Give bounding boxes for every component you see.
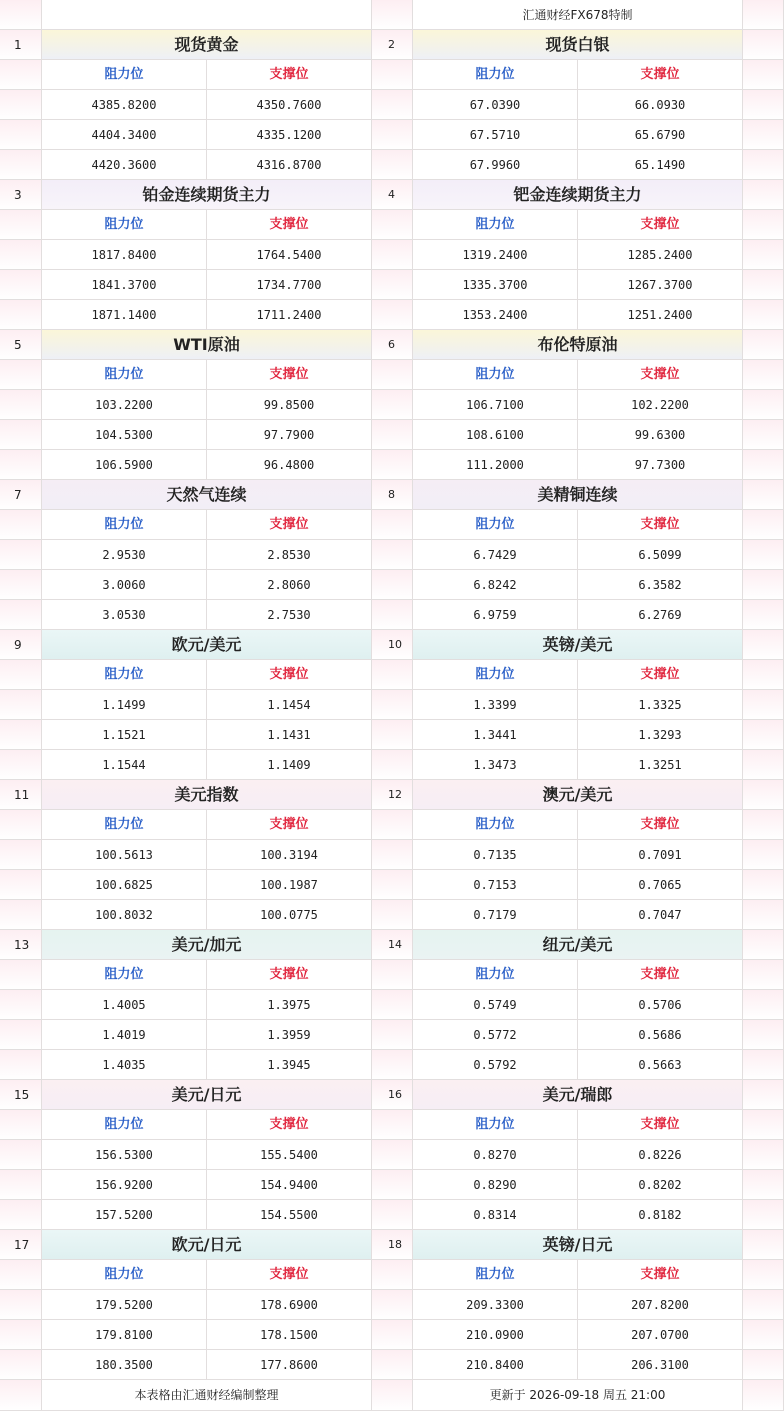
support-label: 支撑位 bbox=[578, 360, 743, 390]
level-value-row bbox=[0, 150, 784, 180]
resistance-label: 阻力位 bbox=[42, 1110, 207, 1140]
resistance-value: 0.5772 bbox=[413, 1020, 578, 1050]
support-value: 1711.2400 bbox=[207, 300, 372, 330]
instrument-name: 澳元/美元 bbox=[413, 780, 743, 810]
support-value: 206.3100 bbox=[578, 1350, 743, 1380]
level-value-row bbox=[0, 1170, 784, 1200]
resistance-label: 阻力位 bbox=[413, 210, 578, 240]
instrument-name: 钯金连续期货主力 bbox=[413, 180, 743, 210]
resistance-label: 阻力位 bbox=[413, 1110, 578, 1140]
support-label: 支撑位 bbox=[578, 1110, 743, 1140]
support-value: 65.1490 bbox=[578, 150, 743, 180]
instrument-name: 欧元/美元 bbox=[42, 630, 372, 660]
resistance-label: 阻力位 bbox=[413, 1260, 578, 1290]
support-value: 2.8530 bbox=[207, 540, 372, 570]
level-label-row bbox=[0, 660, 784, 690]
resistance-label: 阻力位 bbox=[413, 960, 578, 990]
resistance-value: 1871.1400 bbox=[42, 300, 207, 330]
resistance-value: 179.8100 bbox=[42, 1320, 207, 1350]
instrument-number: 8 bbox=[372, 480, 413, 510]
resistance-value: 0.7135 bbox=[413, 840, 578, 870]
instrument-number: 11 bbox=[0, 780, 42, 810]
level-value-row bbox=[0, 540, 784, 570]
support-label: 支撑位 bbox=[578, 960, 743, 990]
level-value-row bbox=[0, 750, 784, 780]
support-value: 2.7530 bbox=[207, 600, 372, 630]
instrument-name: 天然气连续 bbox=[42, 480, 372, 510]
support-value: 0.7065 bbox=[578, 870, 743, 900]
support-label: 支撑位 bbox=[207, 660, 372, 690]
resistance-value: 108.6100 bbox=[413, 420, 578, 450]
support-value: 155.5400 bbox=[207, 1140, 372, 1170]
level-value-row bbox=[0, 1290, 784, 1320]
instrument-name: 纽元/美元 bbox=[413, 930, 743, 960]
resistance-label: 阻力位 bbox=[413, 810, 578, 840]
resistance-value: 100.8032 bbox=[42, 900, 207, 930]
level-value-row bbox=[0, 690, 784, 720]
support-value: 178.6900 bbox=[207, 1290, 372, 1320]
level-label-row bbox=[0, 60, 784, 90]
support-label: 支撑位 bbox=[207, 1260, 372, 1290]
resistance-value: 0.5792 bbox=[413, 1050, 578, 1080]
resistance-value: 1.4019 bbox=[42, 1020, 207, 1050]
support-value: 0.8226 bbox=[578, 1140, 743, 1170]
resistance-value: 157.5200 bbox=[42, 1200, 207, 1230]
support-value: 1764.5400 bbox=[207, 240, 372, 270]
support-value: 6.5099 bbox=[578, 540, 743, 570]
level-value-row bbox=[0, 1140, 784, 1170]
resistance-value: 156.5300 bbox=[42, 1140, 207, 1170]
instrument-number: 9 bbox=[0, 630, 42, 660]
instrument-name: 英镑/美元 bbox=[413, 630, 743, 660]
support-label: 支撑位 bbox=[207, 810, 372, 840]
support-value: 100.3194 bbox=[207, 840, 372, 870]
support-value: 100.0775 bbox=[207, 900, 372, 930]
level-value-row bbox=[0, 420, 784, 450]
instrument-number: 4 bbox=[372, 180, 413, 210]
support-value: 1251.2400 bbox=[578, 300, 743, 330]
resistance-value: 179.5200 bbox=[42, 1290, 207, 1320]
instrument-name: 现货黄金 bbox=[42, 30, 372, 60]
instrument-number: 3 bbox=[0, 180, 42, 210]
resistance-value: 1.3441 bbox=[413, 720, 578, 750]
level-value-row bbox=[0, 570, 784, 600]
support-value: 4316.8700 bbox=[207, 150, 372, 180]
resistance-value: 210.0900 bbox=[413, 1320, 578, 1350]
resistance-label: 阻力位 bbox=[413, 660, 578, 690]
support-value: 1.3945 bbox=[207, 1050, 372, 1080]
instrument-name: 美元指数 bbox=[42, 780, 372, 810]
resistance-value: 6.8242 bbox=[413, 570, 578, 600]
level-label-row bbox=[0, 1110, 784, 1140]
resistance-value: 1.1544 bbox=[42, 750, 207, 780]
support-label: 支撑位 bbox=[578, 510, 743, 540]
support-value: 177.8600 bbox=[207, 1350, 372, 1380]
support-value: 65.6790 bbox=[578, 120, 743, 150]
instrument-name: 布伦特原油 bbox=[413, 330, 743, 360]
resistance-value: 1.4005 bbox=[42, 990, 207, 1020]
level-label-row bbox=[0, 210, 784, 240]
instrument-name: 现货白银 bbox=[413, 30, 743, 60]
table-header-row bbox=[0, 0, 784, 30]
resistance-value: 1841.3700 bbox=[42, 270, 207, 300]
support-value: 1.1409 bbox=[207, 750, 372, 780]
support-value: 99.6300 bbox=[578, 420, 743, 450]
level-value-row bbox=[0, 1050, 784, 1080]
resistance-value: 1319.2400 bbox=[413, 240, 578, 270]
support-label: 支撑位 bbox=[578, 660, 743, 690]
level-value-row bbox=[0, 270, 784, 300]
support-value: 99.8500 bbox=[207, 390, 372, 420]
resistance-value: 1335.3700 bbox=[413, 270, 578, 300]
level-value-row bbox=[0, 720, 784, 750]
instrument-number: 5 bbox=[0, 330, 42, 360]
resistance-value: 104.5300 bbox=[42, 420, 207, 450]
level-value-row bbox=[0, 1200, 784, 1230]
support-label: 支撑位 bbox=[207, 510, 372, 540]
instrument-title-row bbox=[0, 930, 784, 960]
resistance-value: 111.2000 bbox=[413, 450, 578, 480]
support-value: 1734.7700 bbox=[207, 270, 372, 300]
level-value-row bbox=[0, 1020, 784, 1050]
level-value-row bbox=[0, 900, 784, 930]
instrument-number: 7 bbox=[0, 480, 42, 510]
support-value: 97.7900 bbox=[207, 420, 372, 450]
resistance-value: 6.9759 bbox=[413, 600, 578, 630]
resistance-value: 103.2200 bbox=[42, 390, 207, 420]
resistance-value: 180.3500 bbox=[42, 1350, 207, 1380]
support-value: 2.8060 bbox=[207, 570, 372, 600]
resistance-label: 阻力位 bbox=[42, 360, 207, 390]
instrument-number: 16 bbox=[372, 1080, 413, 1110]
level-label-row bbox=[0, 1260, 784, 1290]
support-label: 支撑位 bbox=[578, 810, 743, 840]
resistance-value: 0.5749 bbox=[413, 990, 578, 1020]
resistance-value: 1.4035 bbox=[42, 1050, 207, 1080]
footer-compiled-note: 本表格由汇通财经编制整理 bbox=[42, 1380, 372, 1411]
level-label-row bbox=[0, 510, 784, 540]
level-value-row bbox=[0, 300, 784, 330]
instrument-number: 14 bbox=[372, 930, 413, 960]
support-value: 102.2200 bbox=[578, 390, 743, 420]
support-value: 0.8182 bbox=[578, 1200, 743, 1230]
resistance-value: 0.8270 bbox=[413, 1140, 578, 1170]
level-value-row bbox=[0, 840, 784, 870]
instrument-name: 欧元/日元 bbox=[42, 1230, 372, 1260]
instrument-title-row bbox=[0, 1080, 784, 1110]
support-value: 1267.3700 bbox=[578, 270, 743, 300]
instrument-title-row bbox=[0, 180, 784, 210]
resistance-value: 0.8290 bbox=[413, 1170, 578, 1200]
support-value: 1285.2400 bbox=[578, 240, 743, 270]
resistance-label: 阻力位 bbox=[413, 510, 578, 540]
support-value: 0.7091 bbox=[578, 840, 743, 870]
instrument-name: 英镑/日元 bbox=[413, 1230, 743, 1260]
resistance-value: 6.7429 bbox=[413, 540, 578, 570]
level-value-row bbox=[0, 1320, 784, 1350]
support-value: 154.5500 bbox=[207, 1200, 372, 1230]
level-value-row bbox=[0, 870, 784, 900]
resistance-value: 1.1499 bbox=[42, 690, 207, 720]
level-value-row bbox=[0, 990, 784, 1020]
resistance-value: 0.7153 bbox=[413, 870, 578, 900]
instrument-title-row bbox=[0, 630, 784, 660]
support-value: 0.8202 bbox=[578, 1170, 743, 1200]
instrument-title-row bbox=[0, 30, 784, 60]
instrument-name: 铂金连续期货主力 bbox=[42, 180, 372, 210]
support-label: 支撑位 bbox=[578, 1260, 743, 1290]
support-value: 1.3293 bbox=[578, 720, 743, 750]
resistance-value: 67.9960 bbox=[413, 150, 578, 180]
resistance-value: 3.0530 bbox=[42, 600, 207, 630]
instrument-number: 18 bbox=[372, 1230, 413, 1260]
resistance-value: 3.0060 bbox=[42, 570, 207, 600]
header-source-text: 汇通财经FX678特制 bbox=[413, 0, 743, 30]
instrument-number: 15 bbox=[0, 1080, 42, 1110]
level-label-row bbox=[0, 810, 784, 840]
instrument-name: 美精铜连续 bbox=[413, 480, 743, 510]
instrument-name: 美元/瑞郎 bbox=[413, 1080, 743, 1110]
resistance-label: 阻力位 bbox=[42, 810, 207, 840]
support-label: 支撑位 bbox=[207, 210, 372, 240]
resistance-label: 阻力位 bbox=[42, 1260, 207, 1290]
support-value: 1.3959 bbox=[207, 1020, 372, 1050]
resistance-value: 100.6825 bbox=[42, 870, 207, 900]
support-label: 支撑位 bbox=[207, 60, 372, 90]
level-value-row bbox=[0, 1350, 784, 1380]
support-value: 207.8200 bbox=[578, 1290, 743, 1320]
instrument-number: 1 bbox=[0, 30, 42, 60]
resistance-label: 阻力位 bbox=[413, 60, 578, 90]
resistance-value: 4420.3600 bbox=[42, 150, 207, 180]
support-value: 66.0930 bbox=[578, 90, 743, 120]
resistance-label: 阻力位 bbox=[42, 660, 207, 690]
resistance-value: 4404.3400 bbox=[42, 120, 207, 150]
support-value: 4335.1200 bbox=[207, 120, 372, 150]
instrument-title-row bbox=[0, 330, 784, 360]
support-value: 97.7300 bbox=[578, 450, 743, 480]
resistance-value: 4385.8200 bbox=[42, 90, 207, 120]
instrument-number: 10 bbox=[372, 630, 413, 660]
support-value: 0.7047 bbox=[578, 900, 743, 930]
support-value: 1.1454 bbox=[207, 690, 372, 720]
level-value-row bbox=[0, 240, 784, 270]
footer-updated-time: 更新于 2026-09-18 周五 21:00 bbox=[413, 1380, 743, 1411]
resistance-value: 106.7100 bbox=[413, 390, 578, 420]
resistance-label: 阻力位 bbox=[413, 360, 578, 390]
resistance-value: 210.8400 bbox=[413, 1350, 578, 1380]
instrument-name: WTI原油 bbox=[42, 330, 372, 360]
resistance-label: 阻力位 bbox=[42, 210, 207, 240]
resistance-value: 1.3399 bbox=[413, 690, 578, 720]
resistance-label: 阻力位 bbox=[42, 960, 207, 990]
support-value: 178.1500 bbox=[207, 1320, 372, 1350]
resistance-value: 0.8314 bbox=[413, 1200, 578, 1230]
instrument-name: 美元/加元 bbox=[42, 930, 372, 960]
support-value: 154.9400 bbox=[207, 1170, 372, 1200]
instrument-number: 13 bbox=[0, 930, 42, 960]
resistance-value: 67.5710 bbox=[413, 120, 578, 150]
support-label: 支撑位 bbox=[207, 360, 372, 390]
instrument-title-row bbox=[0, 780, 784, 810]
instrument-number: 12 bbox=[372, 780, 413, 810]
level-value-row bbox=[0, 90, 784, 120]
level-value-row bbox=[0, 450, 784, 480]
level-label-row bbox=[0, 360, 784, 390]
resistance-value: 67.0390 bbox=[413, 90, 578, 120]
support-value: 0.5706 bbox=[578, 990, 743, 1020]
resistance-value: 100.5613 bbox=[42, 840, 207, 870]
instrument-number: 2 bbox=[372, 30, 413, 60]
support-value: 1.3325 bbox=[578, 690, 743, 720]
support-label: 支撑位 bbox=[207, 1110, 372, 1140]
support-label: 支撑位 bbox=[578, 210, 743, 240]
support-value: 0.5686 bbox=[578, 1020, 743, 1050]
support-value: 207.0700 bbox=[578, 1320, 743, 1350]
support-value: 0.5663 bbox=[578, 1050, 743, 1080]
resistance-value: 2.9530 bbox=[42, 540, 207, 570]
instrument-number: 6 bbox=[372, 330, 413, 360]
level-value-row bbox=[0, 390, 784, 420]
resistance-label: 阻力位 bbox=[42, 60, 207, 90]
table-footer-row bbox=[0, 1380, 784, 1411]
instrument-title-row bbox=[0, 1230, 784, 1260]
resistance-value: 1.3473 bbox=[413, 750, 578, 780]
resistance-value: 209.3300 bbox=[413, 1290, 578, 1320]
resistance-value: 0.7179 bbox=[413, 900, 578, 930]
resistance-value: 1.1521 bbox=[42, 720, 207, 750]
level-label-row bbox=[0, 960, 784, 990]
support-label: 支撑位 bbox=[578, 60, 743, 90]
instrument-name: 美元/日元 bbox=[42, 1080, 372, 1110]
support-label: 支撑位 bbox=[207, 960, 372, 990]
support-value: 96.4800 bbox=[207, 450, 372, 480]
support-value: 6.2769 bbox=[578, 600, 743, 630]
support-value: 100.1987 bbox=[207, 870, 372, 900]
support-value: 6.3582 bbox=[578, 570, 743, 600]
level-value-row bbox=[0, 120, 784, 150]
support-value: 1.1431 bbox=[207, 720, 372, 750]
level-value-row bbox=[0, 600, 784, 630]
resistance-value: 1353.2400 bbox=[413, 300, 578, 330]
instrument-title-row bbox=[0, 480, 784, 510]
instrument-number: 17 bbox=[0, 1230, 42, 1260]
resistance-value: 1817.8400 bbox=[42, 240, 207, 270]
support-value: 1.3251 bbox=[578, 750, 743, 780]
resistance-value: 106.5900 bbox=[42, 450, 207, 480]
support-value: 1.3975 bbox=[207, 990, 372, 1020]
support-value: 4350.7600 bbox=[207, 90, 372, 120]
resistance-label: 阻力位 bbox=[42, 510, 207, 540]
resistance-value: 156.9200 bbox=[42, 1170, 207, 1200]
